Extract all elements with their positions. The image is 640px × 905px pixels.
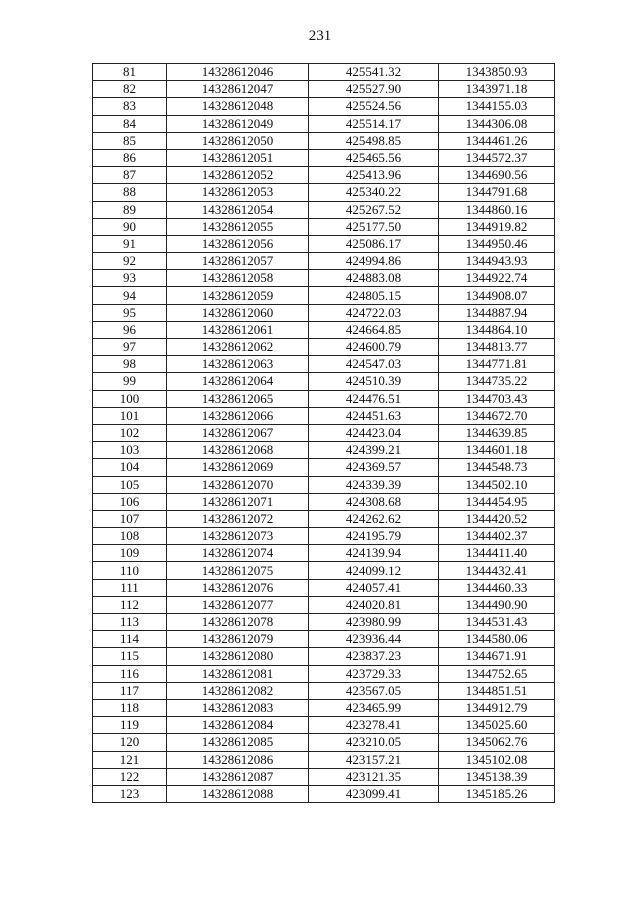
x-coordinate-cell: 424262.62 bbox=[309, 510, 439, 527]
x-coordinate-cell: 423121.35 bbox=[309, 768, 439, 785]
table-row bbox=[93, 115, 555, 132]
point-id-cell: 14328612052 bbox=[167, 167, 309, 184]
table-row bbox=[93, 614, 555, 631]
y-coordinate-cell: 1344572.37 bbox=[439, 149, 555, 166]
x-coordinate-cell: 425177.50 bbox=[309, 218, 439, 235]
x-coordinate-cell: 423099.41 bbox=[309, 785, 439, 802]
row-index-cell: 83 bbox=[93, 98, 167, 115]
table-row bbox=[93, 64, 555, 81]
point-id-cell: 14328612078 bbox=[167, 614, 309, 631]
y-coordinate-cell: 1344671.91 bbox=[439, 648, 555, 665]
x-coordinate-cell: 423210.05 bbox=[309, 734, 439, 751]
x-coordinate-cell: 425498.85 bbox=[309, 132, 439, 149]
table-row bbox=[93, 149, 555, 166]
row-index-cell: 118 bbox=[93, 699, 167, 716]
table-row bbox=[93, 734, 555, 751]
table-row bbox=[93, 304, 555, 321]
table-row bbox=[93, 562, 555, 579]
row-index-cell: 87 bbox=[93, 167, 167, 184]
point-id-cell: 14328612054 bbox=[167, 201, 309, 218]
table-row bbox=[93, 407, 555, 424]
table-row bbox=[93, 339, 555, 356]
table-row bbox=[93, 717, 555, 734]
point-id-cell: 14328612070 bbox=[167, 476, 309, 493]
row-index-cell: 97 bbox=[93, 339, 167, 356]
point-id-cell: 14328612072 bbox=[167, 510, 309, 527]
table-row bbox=[93, 493, 555, 510]
row-index-cell: 88 bbox=[93, 184, 167, 201]
y-coordinate-cell: 1344548.73 bbox=[439, 459, 555, 476]
y-coordinate-cell: 1344908.07 bbox=[439, 287, 555, 304]
table-row bbox=[93, 682, 555, 699]
table-row bbox=[93, 201, 555, 218]
row-index-cell: 113 bbox=[93, 614, 167, 631]
x-coordinate-cell: 424020.81 bbox=[309, 596, 439, 613]
point-id-cell: 14328612073 bbox=[167, 528, 309, 545]
table-body bbox=[93, 64, 555, 803]
point-id-cell: 14328612086 bbox=[167, 751, 309, 768]
row-index-cell: 109 bbox=[93, 545, 167, 562]
row-index-cell: 116 bbox=[93, 665, 167, 682]
y-coordinate-cell: 1343850.93 bbox=[439, 64, 555, 81]
row-index-cell: 100 bbox=[93, 390, 167, 407]
table-row bbox=[93, 98, 555, 115]
row-index-cell: 115 bbox=[93, 648, 167, 665]
y-coordinate-cell: 1344460.33 bbox=[439, 579, 555, 596]
y-coordinate-cell: 1344950.46 bbox=[439, 235, 555, 252]
x-coordinate-cell: 424099.12 bbox=[309, 562, 439, 579]
table-row bbox=[93, 665, 555, 682]
y-coordinate-cell: 1344752.65 bbox=[439, 665, 555, 682]
x-coordinate-cell: 424883.08 bbox=[309, 270, 439, 287]
y-coordinate-cell: 1344851.51 bbox=[439, 682, 555, 699]
point-id-cell: 14328612067 bbox=[167, 424, 309, 441]
y-coordinate-cell: 1344771.81 bbox=[439, 356, 555, 373]
y-coordinate-cell: 1344411.40 bbox=[439, 545, 555, 562]
x-coordinate-cell: 424195.79 bbox=[309, 528, 439, 545]
y-coordinate-cell: 1343971.18 bbox=[439, 81, 555, 98]
point-id-cell: 14328612071 bbox=[167, 493, 309, 510]
x-coordinate-cell: 424510.39 bbox=[309, 373, 439, 390]
table-row bbox=[93, 785, 555, 802]
y-coordinate-cell: 1344813.77 bbox=[439, 339, 555, 356]
row-index-cell: 89 bbox=[93, 201, 167, 218]
page-number: 231 bbox=[308, 28, 332, 44]
table-row bbox=[93, 596, 555, 613]
x-coordinate-cell: 424547.03 bbox=[309, 356, 439, 373]
row-index-cell: 106 bbox=[93, 493, 167, 510]
table-row bbox=[93, 476, 555, 493]
point-id-cell: 14328612065 bbox=[167, 390, 309, 407]
row-index-cell: 92 bbox=[93, 253, 167, 270]
table-row bbox=[93, 510, 555, 527]
table-row bbox=[93, 184, 555, 201]
y-coordinate-cell: 1344490.90 bbox=[439, 596, 555, 613]
row-index-cell: 86 bbox=[93, 149, 167, 166]
table-row bbox=[93, 545, 555, 562]
table-row bbox=[93, 528, 555, 545]
table-row bbox=[93, 321, 555, 338]
y-coordinate-cell: 1344672.70 bbox=[439, 407, 555, 424]
row-index-cell: 108 bbox=[93, 528, 167, 545]
table-row bbox=[93, 253, 555, 270]
point-id-cell: 14328612051 bbox=[167, 149, 309, 166]
y-coordinate-cell: 1344922.74 bbox=[439, 270, 555, 287]
table-row bbox=[93, 699, 555, 716]
x-coordinate-cell: 425541.32 bbox=[309, 64, 439, 81]
point-id-cell: 14328612087 bbox=[167, 768, 309, 785]
y-coordinate-cell: 1345025.60 bbox=[439, 717, 555, 734]
table-row bbox=[93, 81, 555, 98]
row-index-cell: 82 bbox=[93, 81, 167, 98]
y-coordinate-cell: 1345062.76 bbox=[439, 734, 555, 751]
row-index-cell: 91 bbox=[93, 235, 167, 252]
point-id-cell: 14328612082 bbox=[167, 682, 309, 699]
y-coordinate-cell: 1344919.82 bbox=[439, 218, 555, 235]
y-coordinate-cell: 1344306.08 bbox=[439, 115, 555, 132]
y-coordinate-cell: 1344155.03 bbox=[439, 98, 555, 115]
y-coordinate-cell: 1344420.52 bbox=[439, 510, 555, 527]
point-id-cell: 14328612060 bbox=[167, 304, 309, 321]
point-id-cell: 14328612077 bbox=[167, 596, 309, 613]
row-index-cell: 96 bbox=[93, 321, 167, 338]
row-index-cell: 102 bbox=[93, 424, 167, 441]
y-coordinate-cell: 1345102.08 bbox=[439, 751, 555, 768]
row-index-cell: 114 bbox=[93, 631, 167, 648]
row-index-cell: 90 bbox=[93, 218, 167, 235]
y-coordinate-cell: 1344454.95 bbox=[439, 493, 555, 510]
y-coordinate-cell: 1344461.26 bbox=[439, 132, 555, 149]
point-id-cell: 14328612046 bbox=[167, 64, 309, 81]
x-coordinate-cell: 423980.99 bbox=[309, 614, 439, 631]
row-index-cell: 93 bbox=[93, 270, 167, 287]
row-index-cell: 85 bbox=[93, 132, 167, 149]
x-coordinate-cell: 425527.90 bbox=[309, 81, 439, 98]
point-id-cell: 14328612064 bbox=[167, 373, 309, 390]
point-id-cell: 14328612083 bbox=[167, 699, 309, 716]
point-id-cell: 14328612048 bbox=[167, 98, 309, 115]
point-id-cell: 14328612084 bbox=[167, 717, 309, 734]
row-index-cell: 105 bbox=[93, 476, 167, 493]
x-coordinate-cell: 424339.39 bbox=[309, 476, 439, 493]
point-id-cell: 14328612066 bbox=[167, 407, 309, 424]
row-index-cell: 112 bbox=[93, 596, 167, 613]
table-row bbox=[93, 579, 555, 596]
point-id-cell: 14328612062 bbox=[167, 339, 309, 356]
y-coordinate-cell: 1344531.43 bbox=[439, 614, 555, 631]
row-index-cell: 99 bbox=[93, 373, 167, 390]
row-index-cell: 121 bbox=[93, 751, 167, 768]
y-coordinate-cell: 1344502.10 bbox=[439, 476, 555, 493]
row-index-cell: 98 bbox=[93, 356, 167, 373]
x-coordinate-cell: 423936.44 bbox=[309, 631, 439, 648]
x-coordinate-cell: 424451.63 bbox=[309, 407, 439, 424]
x-coordinate-cell: 425465.56 bbox=[309, 149, 439, 166]
point-id-cell: 14328612055 bbox=[167, 218, 309, 235]
table-row bbox=[93, 751, 555, 768]
row-index-cell: 107 bbox=[93, 510, 167, 527]
table-row bbox=[93, 631, 555, 648]
table-row bbox=[93, 287, 555, 304]
table-row bbox=[93, 390, 555, 407]
x-coordinate-cell: 424308.68 bbox=[309, 493, 439, 510]
x-coordinate-cell: 423157.21 bbox=[309, 751, 439, 768]
table-row bbox=[93, 459, 555, 476]
point-id-cell: 14328612069 bbox=[167, 459, 309, 476]
table-row bbox=[93, 132, 555, 149]
row-index-cell: 101 bbox=[93, 407, 167, 424]
row-index-cell: 103 bbox=[93, 442, 167, 459]
x-coordinate-cell: 424664.85 bbox=[309, 321, 439, 338]
x-coordinate-cell: 424057.41 bbox=[309, 579, 439, 596]
row-index-cell: 84 bbox=[93, 115, 167, 132]
x-coordinate-cell: 423729.33 bbox=[309, 665, 439, 682]
x-coordinate-cell: 423837.23 bbox=[309, 648, 439, 665]
x-coordinate-cell: 424369.57 bbox=[309, 459, 439, 476]
point-id-cell: 14328612063 bbox=[167, 356, 309, 373]
point-id-cell: 14328612081 bbox=[167, 665, 309, 682]
x-coordinate-cell: 425267.52 bbox=[309, 201, 439, 218]
y-coordinate-cell: 1344432.41 bbox=[439, 562, 555, 579]
point-id-cell: 14328612074 bbox=[167, 545, 309, 562]
y-coordinate-cell: 1345185.26 bbox=[439, 785, 555, 802]
x-coordinate-cell: 425524.56 bbox=[309, 98, 439, 115]
x-coordinate-cell: 424139.94 bbox=[309, 545, 439, 562]
table-row bbox=[93, 442, 555, 459]
x-coordinate-cell: 424600.79 bbox=[309, 339, 439, 356]
point-id-cell: 14328612058 bbox=[167, 270, 309, 287]
point-id-cell: 14328612080 bbox=[167, 648, 309, 665]
row-index-cell: 117 bbox=[93, 682, 167, 699]
row-index-cell: 111 bbox=[93, 579, 167, 596]
point-id-cell: 14328612047 bbox=[167, 81, 309, 98]
table-row bbox=[93, 235, 555, 252]
x-coordinate-cell: 423278.41 bbox=[309, 717, 439, 734]
point-id-cell: 14328612057 bbox=[167, 253, 309, 270]
row-index-cell: 81 bbox=[93, 64, 167, 81]
point-id-cell: 14328612079 bbox=[167, 631, 309, 648]
x-coordinate-cell: 425086.17 bbox=[309, 235, 439, 252]
y-coordinate-cell: 1344943.93 bbox=[439, 253, 555, 270]
table-row bbox=[93, 270, 555, 287]
x-coordinate-cell: 424722.03 bbox=[309, 304, 439, 321]
row-index-cell: 110 bbox=[93, 562, 167, 579]
point-id-cell: 14328612056 bbox=[167, 235, 309, 252]
x-coordinate-cell: 424805.15 bbox=[309, 287, 439, 304]
y-coordinate-cell: 1344402.37 bbox=[439, 528, 555, 545]
y-coordinate-cell: 1344690.56 bbox=[439, 167, 555, 184]
row-index-cell: 123 bbox=[93, 785, 167, 802]
y-coordinate-cell: 1344860.16 bbox=[439, 201, 555, 218]
row-index-cell: 104 bbox=[93, 459, 167, 476]
y-coordinate-cell: 1345138.39 bbox=[439, 768, 555, 785]
point-id-cell: 14328612050 bbox=[167, 132, 309, 149]
y-coordinate-cell: 1344791.68 bbox=[439, 184, 555, 201]
x-coordinate-cell: 424423.04 bbox=[309, 424, 439, 441]
row-index-cell: 120 bbox=[93, 734, 167, 751]
table-row bbox=[93, 768, 555, 785]
point-id-cell: 14328612053 bbox=[167, 184, 309, 201]
y-coordinate-cell: 1344887.94 bbox=[439, 304, 555, 321]
point-id-cell: 14328612061 bbox=[167, 321, 309, 338]
table-row bbox=[93, 373, 555, 390]
y-coordinate-cell: 1344912.79 bbox=[439, 699, 555, 716]
row-index-cell: 94 bbox=[93, 287, 167, 304]
coordinates-table bbox=[92, 63, 555, 803]
point-id-cell: 14328612059 bbox=[167, 287, 309, 304]
point-id-cell: 14328612068 bbox=[167, 442, 309, 459]
point-id-cell: 14328612088 bbox=[167, 785, 309, 802]
x-coordinate-cell: 424476.51 bbox=[309, 390, 439, 407]
x-coordinate-cell: 425340.22 bbox=[309, 184, 439, 201]
row-index-cell: 122 bbox=[93, 768, 167, 785]
y-coordinate-cell: 1344735.22 bbox=[439, 373, 555, 390]
x-coordinate-cell: 424994.86 bbox=[309, 253, 439, 270]
table-row bbox=[93, 167, 555, 184]
table-row bbox=[93, 218, 555, 235]
y-coordinate-cell: 1344703.43 bbox=[439, 390, 555, 407]
row-index-cell: 95 bbox=[93, 304, 167, 321]
y-coordinate-cell: 1344864.10 bbox=[439, 321, 555, 338]
y-coordinate-cell: 1344639.85 bbox=[439, 424, 555, 441]
x-coordinate-cell: 425514.17 bbox=[309, 115, 439, 132]
x-coordinate-cell: 423465.99 bbox=[309, 699, 439, 716]
point-id-cell: 14328612049 bbox=[167, 115, 309, 132]
point-id-cell: 14328612085 bbox=[167, 734, 309, 751]
y-coordinate-cell: 1344580.06 bbox=[439, 631, 555, 648]
point-id-cell: 14328612076 bbox=[167, 579, 309, 596]
x-coordinate-cell: 424399.21 bbox=[309, 442, 439, 459]
point-id-cell: 14328612075 bbox=[167, 562, 309, 579]
table-row bbox=[93, 648, 555, 665]
row-index-cell: 119 bbox=[93, 717, 167, 734]
x-coordinate-cell: 425413.96 bbox=[309, 167, 439, 184]
y-coordinate-cell: 1344601.18 bbox=[439, 442, 555, 459]
table-row bbox=[93, 356, 555, 373]
table-row bbox=[93, 424, 555, 441]
x-coordinate-cell: 423567.05 bbox=[309, 682, 439, 699]
